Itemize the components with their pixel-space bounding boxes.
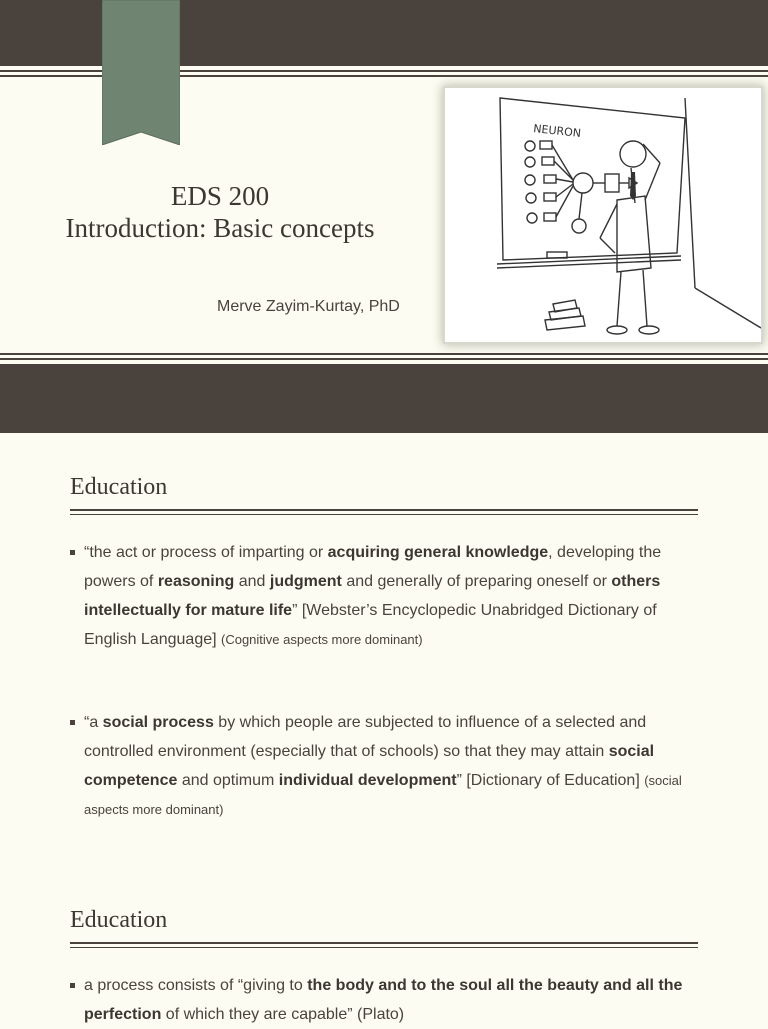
aside-note: (Cognitive aspects more dominant) (221, 632, 423, 647)
definition-dictionary-of-education: “a social process by which people are subjected to influence of a selected and controlled environment (especially that of schools) so that they may attain social competence and optimum individual development” [Dictionary of Education] (social aspects more dominant) (84, 714, 682, 817)
aside-note: (social aspects more dominant) (84, 773, 682, 817)
definition-plato: a process consists of “giving to the body and to the soul all the beauty and all the perfection of which they are capable” (Plato) (84, 977, 683, 1023)
footer-rule-top (0, 353, 768, 355)
bullet-square-icon (70, 720, 75, 725)
bullet-square-icon (70, 983, 75, 988)
neuron-cartoon-image (445, 88, 761, 342)
cartoon-illustration (445, 88, 761, 342)
bullet-square-icon (70, 550, 75, 555)
list-item (70, 538, 696, 654)
footer-rule-bottom (0, 358, 768, 360)
section-heading-education-2: Education (70, 907, 168, 933)
list-item (70, 971, 696, 1029)
author-name: Merve Zayim-Kurtay, PhD (217, 298, 400, 315)
list-item (70, 708, 696, 824)
footer-band (0, 364, 768, 433)
section-heading-education: Education (70, 474, 168, 500)
slide-title (0, 180, 440, 244)
section-heading-rule (70, 942, 698, 948)
bookmark-ribbon-icon (102, 0, 180, 145)
course-title: Introduction: Basic concepts (65, 213, 375, 243)
section-heading-rule (70, 509, 698, 515)
course-code: EDS 200 (170, 181, 270, 211)
board-label: NEURON (532, 122, 582, 140)
definition-webster: “the act or process of imparting or acquiring general knowledge, developing the powers of reasoning and judgment and generally of preparing oneself or others intellectually for mature life” [Webster’s Encyclopedic Unabridged Dictionary of English Language] (Cognitive aspects more dominant) (84, 544, 662, 648)
